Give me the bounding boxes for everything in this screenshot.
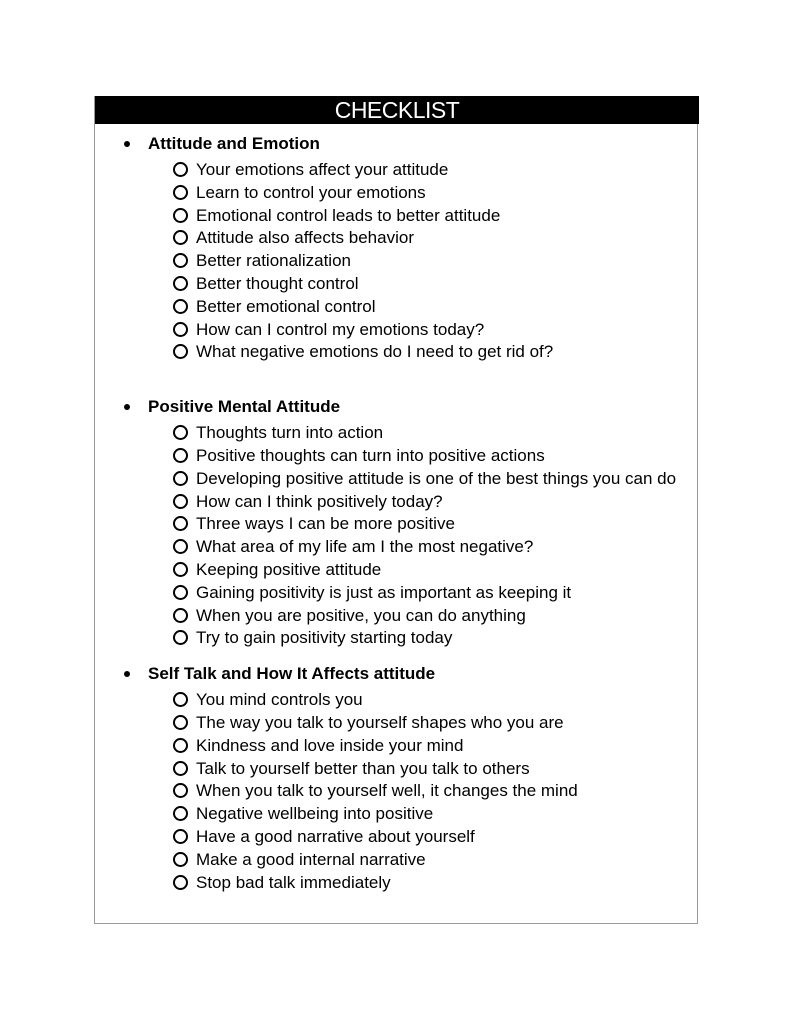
checkbox-circle-icon[interactable]	[173, 562, 188, 577]
checklist-item-text: Negative wellbeing into positive	[196, 804, 434, 824]
checklist-item-text: Stop bad talk immediately	[196, 872, 391, 892]
checklist-item	[95, 627, 699, 650]
checkbox-circle-icon[interactable]	[173, 448, 188, 463]
checklist-item	[95, 758, 699, 781]
checklist-item	[95, 536, 699, 559]
checklist-item-text: Thoughts turn into action	[196, 423, 384, 443]
checklist-item-text: Developing positive attitude is one of the best things you can do	[196, 468, 677, 488]
checklist-item-text: Talk to yourself better than you talk to others	[196, 758, 530, 778]
checklist-item-text: The way you talk to yourself shapes who you are	[196, 712, 564, 732]
checklist-item	[95, 227, 699, 250]
checkbox-circle-icon[interactable]	[173, 208, 188, 223]
checklist-item-text: Try to gain positivity starting today	[196, 628, 453, 648]
checklist-item-text: Your emotions affect your attitude	[196, 160, 449, 179]
section-heading-text: Positive Mental Attitude	[148, 397, 341, 417]
checkbox-circle-icon[interactable]	[173, 806, 188, 821]
checklist-title: CHECKLIST	[95, 96, 699, 124]
section-self-talk	[95, 663, 699, 894]
checklist-item-text: You mind controls you	[196, 690, 363, 710]
checkbox-circle-icon[interactable]	[173, 608, 188, 623]
bullet-icon	[124, 141, 130, 147]
checkbox-circle-icon[interactable]	[173, 516, 188, 531]
checklist-item-text: When you talk to yourself well, it changes the mind	[196, 781, 578, 801]
checklist-item-text: What negative emotions do I need to get rid of?	[196, 342, 554, 362]
checkbox-circle-icon[interactable]	[173, 715, 188, 730]
checklist-item	[95, 849, 699, 872]
checkbox-circle-icon[interactable]	[173, 875, 188, 890]
checklist-item	[95, 582, 699, 605]
checkbox-circle-icon[interactable]	[173, 322, 188, 337]
checklist-item	[95, 712, 699, 735]
checklist-item-text: Have a good narrative about yourself	[196, 826, 475, 846]
checklist-item	[95, 468, 699, 491]
checklist-item	[95, 780, 699, 803]
checklist-item	[95, 445, 699, 468]
checklist-item-text: When you are positive, you can do anything	[196, 605, 526, 625]
checklist-item	[95, 826, 699, 849]
checkbox-circle-icon[interactable]	[173, 299, 188, 314]
checklist-item-text: Gaining positivity is just as important as keeping it	[196, 582, 572, 602]
checklist-item-text: Learn to control your emotions	[196, 182, 426, 202]
checkbox-circle-icon[interactable]	[173, 852, 188, 867]
checklist-item	[95, 559, 699, 582]
checkbox-circle-icon[interactable]	[173, 783, 188, 798]
checklist-item	[95, 605, 699, 628]
section-attitude-and-emotion	[95, 133, 699, 364]
checklist-item	[95, 689, 699, 712]
checklist-items	[95, 422, 699, 650]
checklist-item	[95, 296, 699, 319]
checklist-items	[95, 159, 699, 364]
checklist-item	[95, 182, 699, 205]
section-positive-mental-attitude	[95, 396, 699, 650]
checkbox-circle-icon[interactable]	[173, 539, 188, 554]
section-spacer	[95, 364, 699, 387]
checklist-item-text: Better rationalization	[196, 251, 351, 271]
section-heading	[95, 133, 699, 155]
checklist-item-text: Kindness and love inside your mind	[196, 735, 464, 755]
checklist-item	[95, 273, 699, 296]
checklist-item	[95, 341, 699, 364]
checkbox-circle-icon[interactable]	[173, 162, 188, 177]
checkbox-circle-icon[interactable]	[173, 761, 188, 776]
section-heading-text: Attitude and Emotion	[148, 134, 320, 153]
checkbox-circle-icon[interactable]	[173, 253, 188, 268]
checklist-item-text: Positive thoughts can turn into positive actions	[196, 445, 545, 465]
checklist-item-text: How can I think positively today?	[196, 491, 443, 511]
checklist-item	[95, 250, 699, 273]
checklist-item	[95, 319, 699, 342]
checklist-item-text: Better emotional control	[196, 296, 376, 316]
checklist-content	[95, 124, 699, 894]
checklist-item-text: Keeping positive attitude	[196, 559, 382, 579]
bullet-icon	[124, 404, 130, 410]
checkbox-circle-icon[interactable]	[173, 425, 188, 440]
checkbox-circle-icon[interactable]	[173, 471, 188, 486]
checkbox-circle-icon[interactable]	[173, 230, 188, 245]
checklist-item	[95, 735, 699, 758]
checklist-item	[95, 491, 699, 514]
checklist-item-text: What area of my life am I the most negative?	[196, 537, 534, 557]
checkbox-circle-icon[interactable]	[173, 829, 188, 844]
checkbox-circle-icon[interactable]	[173, 692, 188, 707]
checklist-item-text: Emotional control leads to better attitude	[196, 205, 501, 225]
checklist-item	[95, 803, 699, 826]
checklist-item	[95, 159, 699, 182]
checklist-item-text: Three ways I can be more positive	[196, 514, 455, 534]
checkbox-circle-icon[interactable]	[173, 585, 188, 600]
checklist-item	[95, 422, 699, 445]
section-spacer	[95, 650, 699, 654]
section-heading-text: Self Talk and How It Affects attitude	[148, 664, 436, 684]
checkbox-circle-icon[interactable]	[173, 344, 188, 359]
checklist-item-text: Make a good internal narrative	[196, 849, 426, 869]
checklist-item-text: How can I control my emotions today?	[196, 319, 485, 339]
section-heading	[95, 663, 699, 685]
checklist-item	[95, 872, 699, 895]
section-heading	[95, 396, 699, 418]
checklist-item	[95, 205, 699, 228]
checkbox-circle-icon[interactable]	[173, 630, 188, 645]
bullet-icon	[124, 671, 130, 677]
checklist-item	[95, 513, 699, 536]
checkbox-circle-icon[interactable]	[173, 276, 188, 291]
checklist-items	[95, 689, 699, 894]
checklist-item-text: Better thought control	[196, 273, 359, 293]
checkbox-circle-icon[interactable]	[173, 738, 188, 753]
checklist-item-text: Attitude also affects behavior	[196, 228, 414, 248]
checkbox-circle-icon[interactable]	[173, 494, 188, 509]
checkbox-circle-icon[interactable]	[173, 185, 188, 200]
